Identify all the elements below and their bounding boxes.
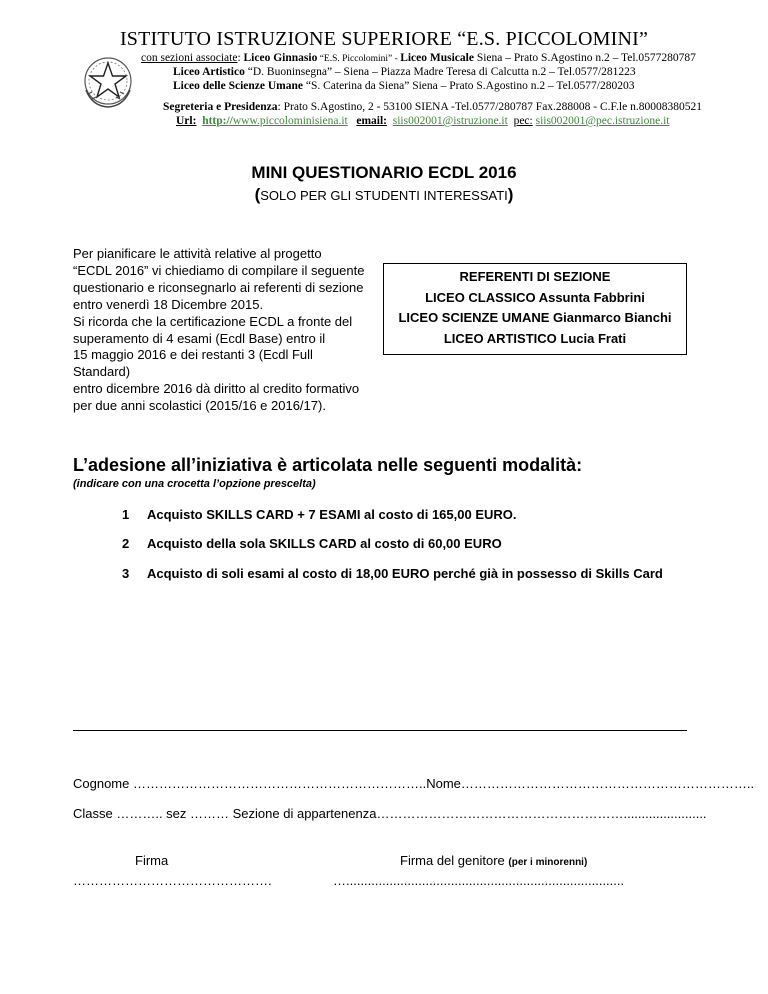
url-http[interactable]: http:// bbox=[202, 115, 233, 127]
firma-genitore-text: Firma del genitore bbox=[400, 853, 509, 868]
adesione-heading: L’adesione all’iniziativa è articolata nelle seguenti modalità: bbox=[73, 455, 583, 475]
intro-line: “ECDL 2016” vi chiediamo di compilare il seguente bbox=[73, 262, 365, 278]
option-1[interactable] bbox=[122, 507, 517, 522]
subtitle-text: SOLO PER GLI STUDENTI INTERESSATI bbox=[260, 188, 508, 203]
subtitle-open-paren: ( bbox=[254, 185, 261, 204]
header-artistico-label: Liceo Artistico bbox=[173, 66, 245, 78]
firma-genitore-label bbox=[400, 853, 587, 868]
header-musicale-label: Liceo Musicale bbox=[400, 52, 474, 64]
questionnaire-title: MINI QUESTIONARIO ECDL 2016 bbox=[251, 163, 517, 182]
header-segreteria bbox=[163, 101, 702, 113]
intro-line: per due anni scolastici (2015/16 e 2016/17). bbox=[73, 398, 326, 414]
referents-heading: REFERENTI DI SEZIONE bbox=[459, 269, 611, 284]
section-divider bbox=[73, 730, 687, 731]
firma-genitore-signature-line[interactable]: …............................................................................. bbox=[333, 873, 625, 888]
header-ginnasio-name: “E.S. Piccolomini” - bbox=[317, 54, 401, 64]
option-text: Acquisto di soli esami al costo di 18,00 EURO perché già in possesso di Skills Card bbox=[147, 566, 663, 581]
intro-line: Si ricorda che la certificazione ECDL a fronte del bbox=[73, 313, 353, 329]
segreteria-address: : Prato S.Agostino, 2 - 53100 SIENA -Tel.0577/280787 Fax.288008 - C.F.le n.80008380521 bbox=[277, 101, 702, 113]
option-number: 3 bbox=[122, 566, 130, 581]
firma-genitore-note: (per i minorenni) bbox=[508, 857, 588, 868]
adesione-hint: (indicare con una crocetta l’opzione prescelta) bbox=[73, 478, 316, 490]
header-umane-address: “S. Caterina da Siena” Siena – Prato S.Agostino n.2 – Tel.0577/280203 bbox=[302, 80, 635, 92]
segreteria-label: Segreteria e Presidenza bbox=[163, 101, 278, 113]
email-link[interactable]: siis002001@istruzione.it bbox=[392, 115, 508, 127]
header-ginnasio-label: Liceo Ginnasio bbox=[243, 52, 318, 64]
cognome-nome-field[interactable]: Cognome …………………………………………………………..Nome………………………………………………………….. bbox=[73, 776, 755, 791]
school-name: ISTITUTO ISTRUZIONE SUPERIORE “E.S. PICCOLOMINI” bbox=[119, 28, 649, 50]
email-label: email: bbox=[356, 115, 388, 127]
intro-line: entro dicembre 2016 dà diritto al credito formativo bbox=[73, 381, 360, 397]
referent-artistico: LICEO ARTISTICO Lucia Frati bbox=[443, 330, 627, 346]
referents-box bbox=[383, 263, 687, 355]
intro-line: superamento di 4 esami (Ecdl Base) entro il bbox=[73, 330, 326, 346]
url-link[interactable]: www.piccolominisiena.it bbox=[232, 115, 348, 127]
intro-line: questionario e riconsegnarlo ai referenti di sezione bbox=[73, 279, 364, 295]
classe-sezione-field[interactable]: Classe ……….. sez ……… Sezione di appartenenza…………………………………………………....................... bbox=[73, 806, 707, 821]
header-umane-label: Liceo delle Scienze Umane bbox=[173, 80, 303, 92]
header-musicale-address: Siena – Prato S.Agostino n.2 – Tel.0577280787 bbox=[473, 52, 696, 64]
option-number: 2 bbox=[122, 536, 130, 551]
pec-label: pec: bbox=[513, 115, 533, 127]
referent-scienze-umane: LICEO SCIENZE UMANE Gianmarco Bianchi bbox=[398, 310, 672, 325]
italian-republic-emblem-icon bbox=[78, 50, 138, 110]
option-2[interactable] bbox=[122, 536, 502, 551]
intro-line: 15 maggio 2016 e dei restanti 3 (Ecdl Full Standard) bbox=[73, 347, 313, 380]
firma-signature-line[interactable]: ………………………………………. bbox=[73, 873, 272, 888]
intro-line: Per pianificare le attività relative al progetto bbox=[73, 246, 322, 261]
questionnaire-subtitle bbox=[0, 185, 768, 205]
option-text: Acquisto SKILLS CARD + 7 ESAMI al costo di 165,00 EURO. bbox=[147, 507, 517, 522]
firma-label: Firma bbox=[135, 853, 169, 868]
option-number: 1 bbox=[122, 507, 130, 522]
pec-link[interactable]: siis002001@pec.istruzione.it bbox=[535, 115, 670, 127]
header-sep: : bbox=[237, 52, 244, 64]
header-line-3 bbox=[173, 80, 634, 92]
header-line-2 bbox=[173, 66, 636, 78]
option-3[interactable] bbox=[122, 566, 663, 581]
intro-paragraph bbox=[73, 246, 373, 415]
header-prefix: con sezioni associate bbox=[141, 52, 238, 64]
option-text: Acquisto della sola SKILLS CARD al costo di 60,00 EURO bbox=[147, 536, 502, 551]
url-label: Url: bbox=[176, 115, 197, 127]
intro-line: entro venerdì 18 Dicembre 2015. bbox=[73, 296, 264, 312]
header-artistico-address: “D. Buoninsegna” – Siena – Piazza Madre Teresa di Calcutta n.2 – Tel.0577/281223 bbox=[244, 66, 636, 78]
subtitle-close-paren: ) bbox=[507, 185, 514, 204]
header-line-1 bbox=[141, 52, 696, 64]
header-contacts bbox=[176, 115, 669, 127]
referent-classico: LICEO CLASSICO Assunta Fabbrini bbox=[425, 289, 645, 305]
